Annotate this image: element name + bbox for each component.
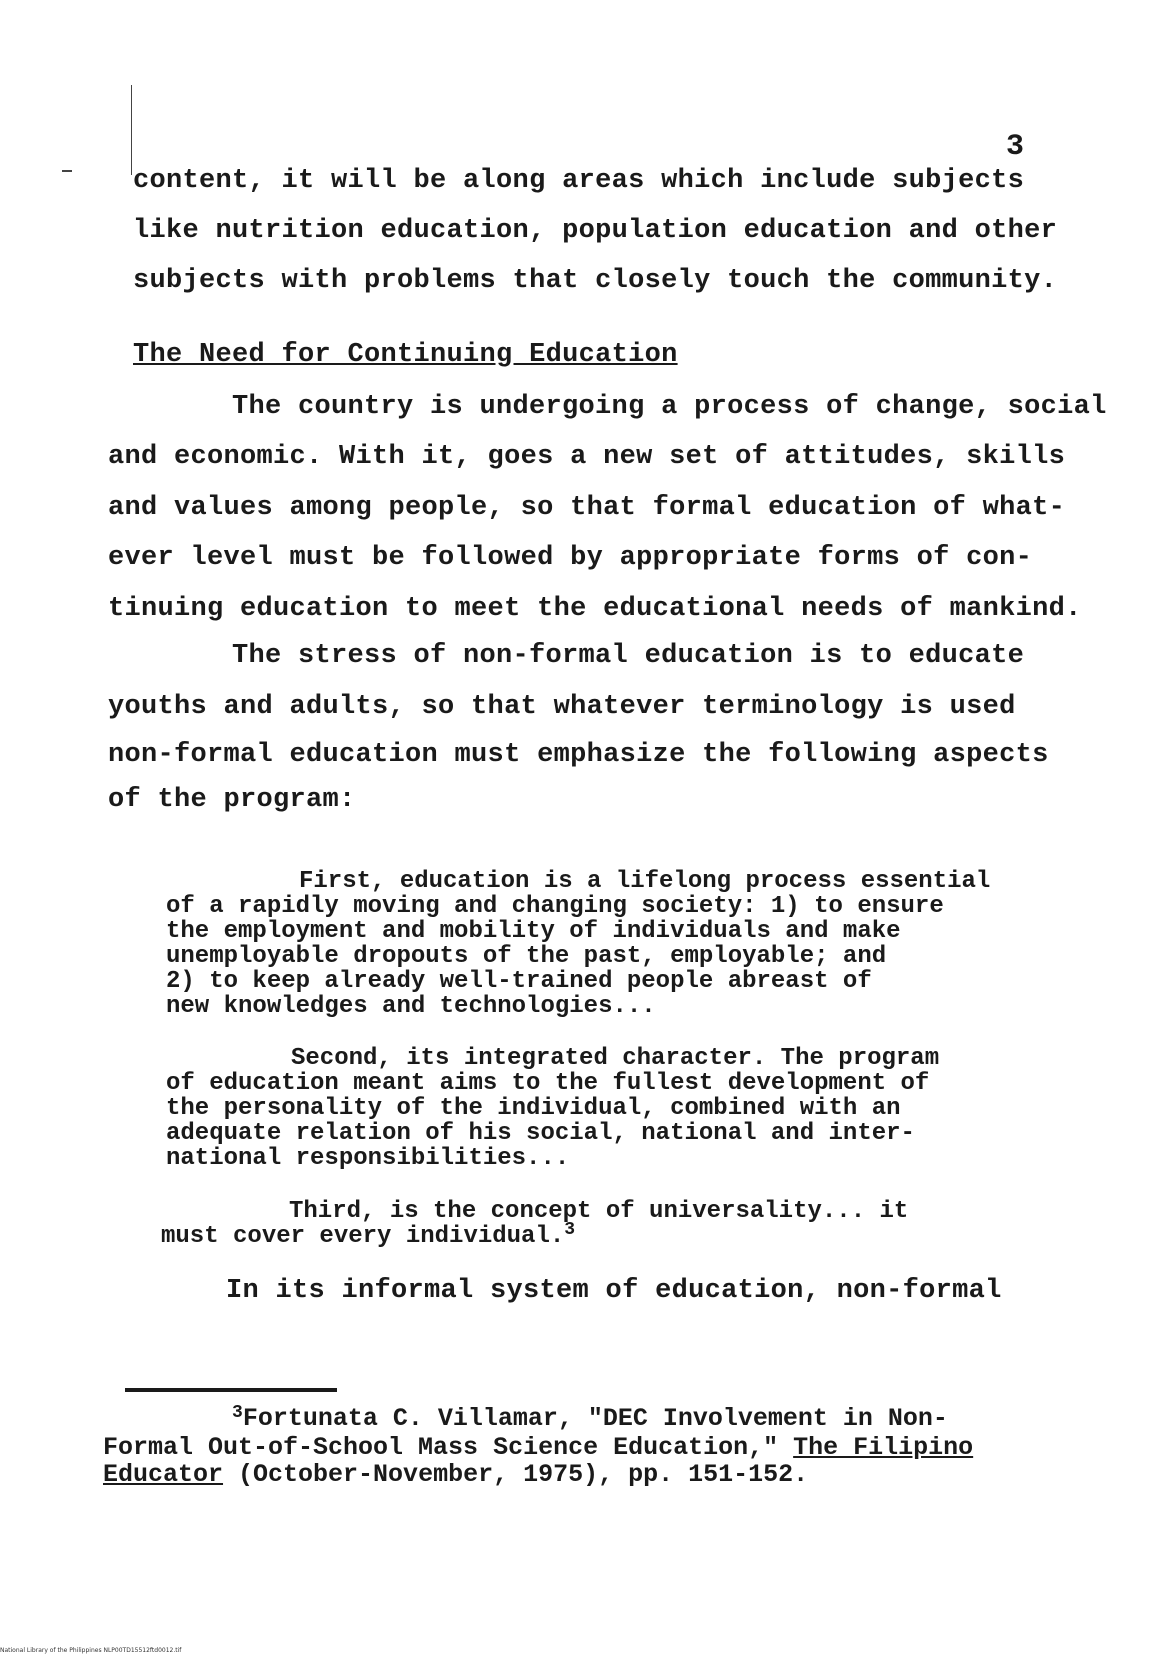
body-line: of the program: [108,785,356,815]
quote-line: Third, is the concept of universality... it [289,1198,909,1225]
scan-mark [62,170,72,172]
body-line: subjects with problems that closely touch the community. [133,266,1058,296]
quote-line: the personality of the individual, combined with an [166,1095,901,1122]
scan-footer: National Library of the Philippines NLP00TD15512ftd0012.tif [0,1647,182,1654]
footnote-text: Formal Out-of-School Mass Science Education," [103,1433,794,1462]
footnote-title: Educator [103,1460,224,1489]
page-number: 3 [1006,130,1025,164]
footnote-line [232,1404,948,1433]
body-line: In its informal system of education, non-formal [226,1276,1002,1306]
body-line: tinuing education to meet the educational needs of mankind. [108,594,1082,624]
footnote-line [103,1460,808,1489]
body-line: non-formal education must emphasize the following aspects [108,740,1049,770]
body-line: ever level must be followed by appropriate forms of con- [108,543,1033,573]
quote-line: of a rapidly moving and changing society: 1) to ensure [166,893,944,920]
footnote-text: (October-November, 1975), pp. 151-152. [223,1460,809,1489]
quote-line: the employment and mobility of individuals and make [166,918,901,945]
scan-mark [131,85,132,175]
body-line: like nutrition education, population education and other [133,216,1058,246]
body-line: youths and adults, so that whatever terminology is used [108,692,1016,722]
quote-line [161,1220,576,1250]
footnote-title: The Filipino [793,1433,974,1462]
quote-text: must cover every individual. [161,1223,565,1250]
body-line: and economic. With it, goes a new set of attitudes, skills [108,442,1066,472]
footnote-reference: 3 [564,1220,576,1240]
footnote-marker: 3 [232,1403,243,1423]
footnote-rule [125,1388,337,1392]
quote-line: First, education is a lifelong process essential [299,868,991,895]
body-line: and values among people, so that formal education of what- [108,493,1066,523]
section-heading: The Need for Continuing Education [133,340,678,370]
footnote-text: Fortunata C. Villamar, "DEC Involvement in Non- [242,1404,948,1433]
quote-line: adequate relation of his social, national and inter- [166,1120,915,1147]
quote-line: national responsibilities... [166,1145,570,1172]
quote-line: Second, its integrated character. The program [291,1045,940,1072]
footnote-line [103,1433,973,1462]
body-line: The country is undergoing a process of change, social [232,392,1107,422]
quote-line: 2) to keep already well-trained people abreast of [166,968,872,995]
quote-line: unemployable dropouts of the past, employable; and [166,943,887,970]
quote-line: new knowledges and technologies... [166,993,656,1020]
body-line: The stress of non-formal education is to educate [232,641,1025,671]
quote-line: of education meant aims to the fullest development of [166,1070,930,1097]
body-line: content, it will be along areas which include subjects [133,166,1025,196]
